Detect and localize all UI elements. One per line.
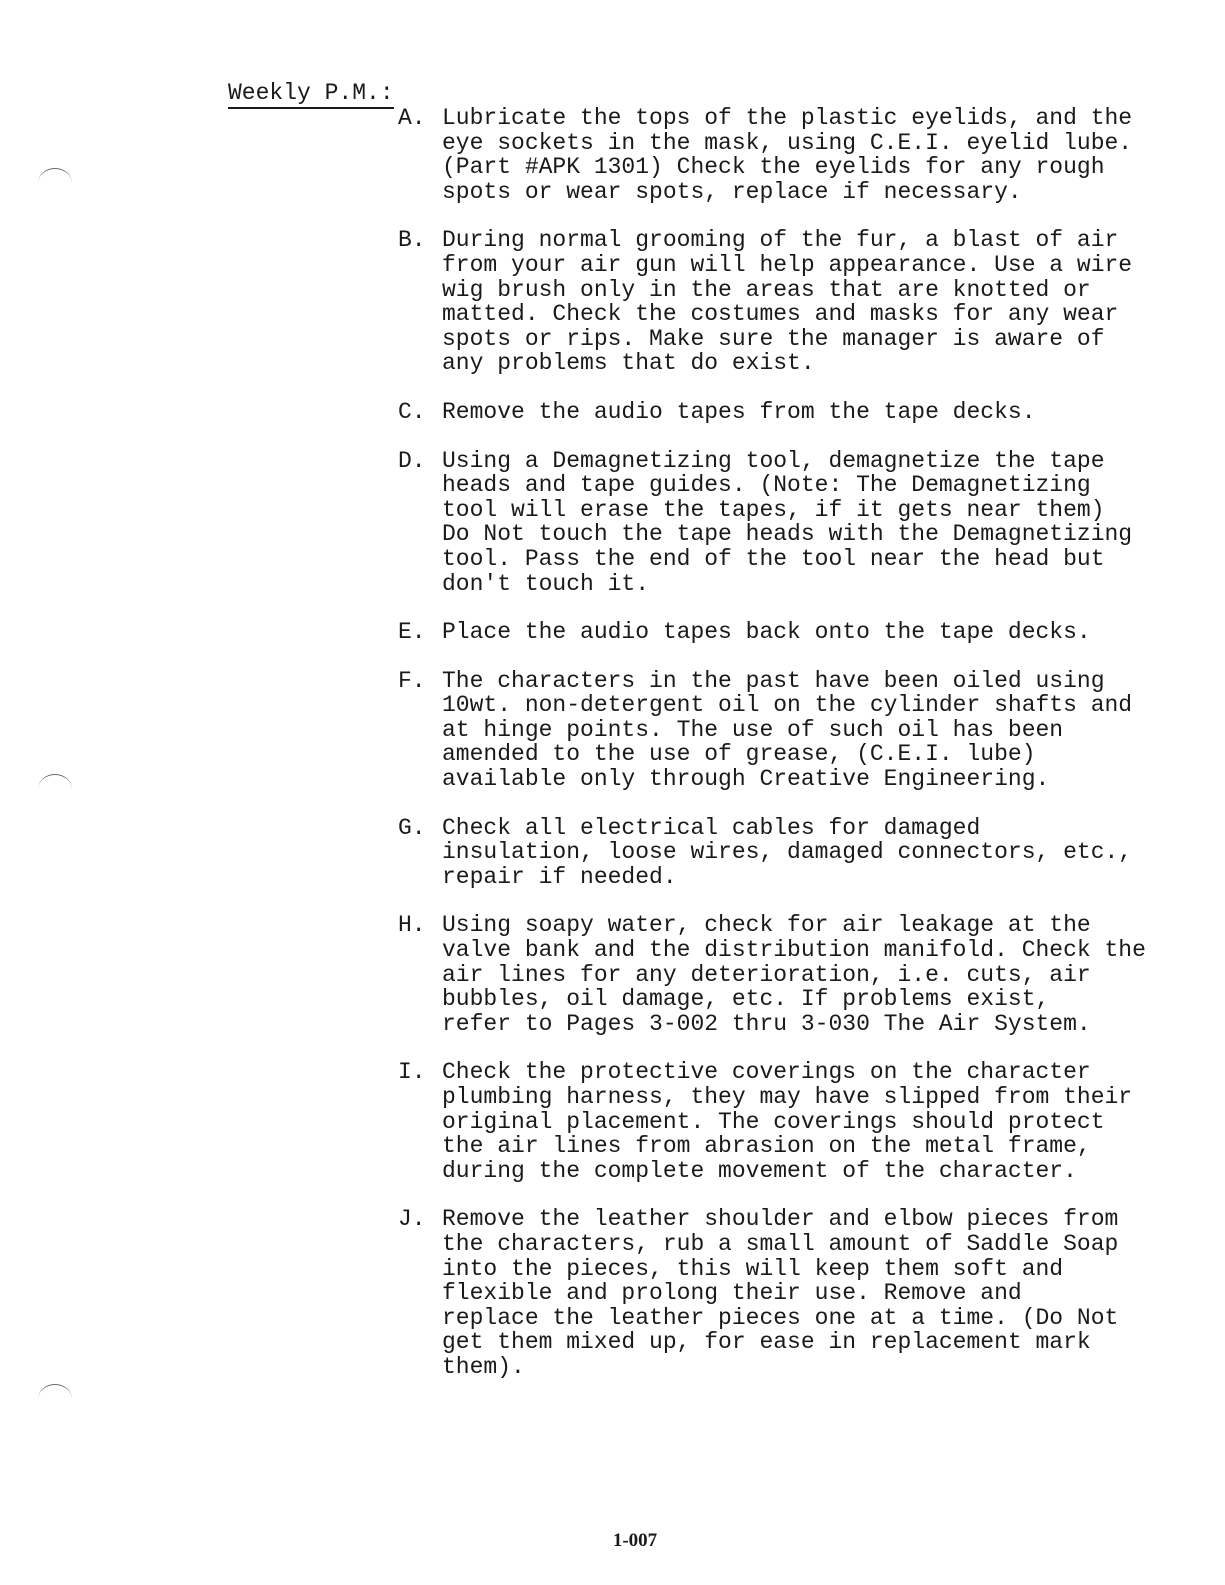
text-line: 10wt. non-detergent oil on the cylinder shafts and <box>442 692 1133 719</box>
item-letter: A. <box>398 105 426 131</box>
list-item-j <box>398 1207 1198 1379</box>
text-line: the characters, rub a small amount of Saddle Soap <box>442 1230 1119 1257</box>
text-line: into the pieces, this will keep them soft and <box>442 1255 1064 1282</box>
page-number: 1-007 <box>612 1530 658 1551</box>
list-item-c <box>398 400 1198 425</box>
text-line: tool will erase the tapes, if it gets near them) <box>442 496 1105 523</box>
text-line: bubbles, oil damage, etc. If problems exist, <box>442 986 1050 1013</box>
text-line: during the complete movement of the character. <box>442 1157 1077 1184</box>
text-line: Do Not touch the tape heads with the Demagnetizing <box>442 521 1133 548</box>
text-line: Remove the leather shoulder and elbow pieces from <box>442 1206 1119 1233</box>
item-letter: B. <box>398 227 426 254</box>
punch-hole-mark-middle <box>38 774 72 789</box>
item-letter: I. <box>398 1059 426 1086</box>
text-line: heads and tape guides. (Note: The Demagnetizing <box>442 472 1091 499</box>
text-line: any problems that do exist. <box>442 350 815 377</box>
text-line: original placement. The coverings should protect <box>442 1108 1105 1135</box>
item-letter: E. <box>398 619 426 646</box>
text-line: available only through Creative Engineering. <box>442 766 1050 793</box>
item-text <box>442 449 1198 597</box>
text-line: During normal grooming of the fur, a blast of air <box>442 227 1119 254</box>
item-text <box>442 1060 1198 1183</box>
item-letter: F. <box>398 667 426 694</box>
item-text <box>442 400 1198 425</box>
text-line: spots or rips. Make sure the manager is aware of <box>442 325 1105 352</box>
item-letter: J. <box>398 1206 426 1233</box>
text-line: get them mixed up, for ease in replacement mark <box>442 1329 1091 1356</box>
text-line: eye sockets in the mask, using C.E.I. eyelid lube. <box>442 129 1133 156</box>
text-line: Using soapy water, check for air leakage at the <box>442 912 1091 939</box>
list-item-e <box>398 620 1198 645</box>
punch-hole-mark-bottom <box>38 1384 72 1399</box>
text-line: matted. Check the costumes and masks for any wear <box>442 301 1119 328</box>
text-line: valve bank and the distribution manifold. Check the <box>442 937 1146 964</box>
item-text <box>442 669 1198 792</box>
text-line: Check all electrical cables for damaged <box>442 814 981 841</box>
list-item-h <box>398 913 1198 1036</box>
item-text <box>442 106 1198 204</box>
text-line: wig brush only in the areas that are knotted or <box>442 276 1091 303</box>
text-line: plumbing harness, they may have slipped from their <box>442 1084 1133 1110</box>
list-item-f <box>398 669 1198 792</box>
maintenance-items-list <box>398 106 1198 1380</box>
text-line: Remove the audio tapes from the tape decks. <box>442 398 1036 425</box>
text-line: tool. Pass the end of the tool near the head but <box>442 545 1105 572</box>
item-text <box>442 913 1198 1036</box>
text-line: insulation, loose wires, damaged connectors, etc., <box>442 839 1133 866</box>
text-line: the air lines from abrasion on the metal frame, <box>442 1133 1091 1160</box>
text-line: Place the audio tapes back onto the tape decks. <box>442 619 1091 646</box>
text-line: Check the protective coverings on the character <box>442 1059 1091 1086</box>
text-line: flexible and prolong their use. Remove and <box>442 1280 1022 1307</box>
text-line: replace the leather pieces one at a time. (Do Not <box>442 1304 1119 1331</box>
text-line: spots or wear spots, replace if necessary. <box>442 178 1022 205</box>
punch-hole-mark-top <box>38 168 72 183</box>
text-line: (Part #APK 1301) Check the eyelids for any rough <box>442 154 1105 181</box>
text-line: air lines for any deterioration, i.e. cuts, air <box>442 961 1091 988</box>
text-line: The characters in the past have been oiled using <box>442 667 1105 694</box>
item-letter: D. <box>398 447 426 474</box>
section-heading: Weekly P.M.: <box>228 80 394 109</box>
list-item-d <box>398 449 1198 597</box>
list-item-a <box>398 106 1198 204</box>
list-item-g <box>398 816 1198 890</box>
text-line: Using a Demagnetizing tool, demagnetize the tape <box>442 447 1105 474</box>
item-text <box>442 228 1198 376</box>
item-letter: C. <box>398 398 426 425</box>
list-item-b <box>398 228 1198 376</box>
text-line: don't touch it. <box>442 570 650 597</box>
text-line: at hinge points. The use of such oil has been <box>442 716 1064 743</box>
text-line: repair if needed. <box>442 863 677 890</box>
text-line: from your air gun will help appearance. Use a wire <box>442 251 1133 278</box>
text-line: Lubricate the tops of the plastic eyelids, and the <box>442 105 1133 131</box>
text-line: them). <box>442 1353 525 1380</box>
item-letter: H. <box>398 912 426 939</box>
text-line: refer to Pages 3-002 thru 3-030 The Air System. <box>442 1010 1091 1037</box>
item-text <box>442 1207 1198 1379</box>
item-text <box>442 816 1198 890</box>
item-text <box>442 620 1198 645</box>
list-item-i <box>398 1060 1198 1183</box>
item-letter: G. <box>398 814 426 841</box>
text-line: amended to the use of grease, (C.E.I. lube) <box>442 741 1036 768</box>
